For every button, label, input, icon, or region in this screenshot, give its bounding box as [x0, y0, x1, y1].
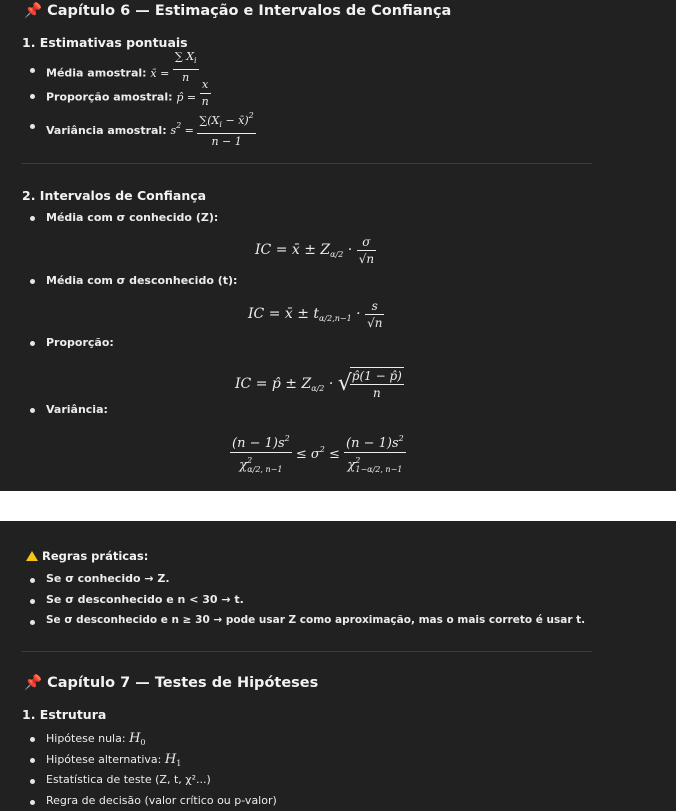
list-item-null-hypothesis	[46, 731, 146, 747]
bullet	[30, 124, 35, 129]
section-heading-structure: 1. Estrutura	[22, 707, 107, 722]
list-item-test-statistic: Estatística de teste (Z, t, χ²...)	[46, 773, 211, 786]
formula-numerator: $(n - 1)s^2$	[230, 431, 292, 453]
sample-variance-formula: $s^2$ = $\frac{\sum(X_i - x̄)^2}{n - 1}$	[170, 124, 255, 137]
sample-mean-formula: x̄ = $\frac{\sum X_i}{n}$	[150, 50, 197, 84]
formula-denominator: $\chi^2_{1-\alpha/2, n-1}$	[347, 456, 403, 474]
bullet	[30, 341, 35, 346]
bullet	[30, 279, 35, 284]
formula-ci-proportion: IC = p̂ ± $Z_{\alpha/2}$ · √ $\frac{p̂(1 - p̂)}{n}$	[235, 369, 402, 400]
alternative-hypothesis-label: Hipótese alternativa:	[46, 753, 162, 766]
alternative-hypothesis-symbol: $H_1$	[164, 752, 182, 768]
null-hypothesis-symbol: $H_0$	[129, 731, 146, 747]
bullet	[30, 800, 35, 805]
rules-heading-text: Regras práticas:	[42, 549, 149, 563]
rules-and-chapter-7-panel	[0, 521, 676, 811]
bullet	[30, 94, 35, 99]
divider	[22, 651, 592, 652]
pushpin-icon: 📌	[24, 675, 43, 691]
section-heading-point-estimates: 1. Estimativas pontuais	[22, 35, 188, 50]
rule-item: Se σ desconhecido e n ≥ 30 → pode usar Z como aproximação, mas o mais correto é usar t.	[46, 614, 586, 626]
formula-ci-mean-t: IC = x̄ ± $t_{\alpha/2,n-1}$ · $\frac{s}{√n}$	[248, 298, 383, 330]
formula-numerator: p̂(1 − p̂)	[351, 369, 402, 383]
formula-denominator: $\chi^2_{\alpha/2, n-1}$	[239, 456, 283, 474]
list-item-decision-rule: Regra de decisão (valor crítico ou p-valor)	[46, 794, 277, 807]
bullet	[30, 737, 35, 742]
bullet	[30, 620, 35, 625]
formula-numerator: x	[200, 77, 211, 94]
sample-variance-label: Variância amostral:	[46, 124, 167, 137]
bullet	[30, 758, 35, 763]
sample-proportion-formula: p̂ = $\frac{x}{n}$	[176, 78, 209, 108]
bullet	[30, 408, 35, 413]
list-item-ci-mean-t: Média com σ desconhecido (t):	[46, 274, 238, 287]
formula-numerator: ∑ $X_i$	[173, 49, 199, 70]
formula-numerator: $\sum(X_i$ − x̄)$^2$	[197, 108, 255, 134]
formula-denominator: n	[182, 71, 190, 84]
formula-denominator: √n	[358, 251, 375, 266]
chapter-6-title	[24, 2, 451, 19]
bullet	[30, 779, 35, 784]
formula-denominator: n − 1	[211, 135, 242, 148]
formula-ci-mean-z: IC = x̄ ± $Z_{\alpha/2}$ · $\frac{\sigma}{√n}$	[255, 234, 375, 266]
bullet	[30, 216, 35, 221]
formula-ci-variance: $\frac{(n - 1)s^2}{\chi^2_{\alpha/2, n-1}}$ ≤ $\sigma^2$ ≤ $\frac{(n - 1)s^2}{\chi^2_{1-\alpha/2, n-1}}$	[230, 430, 406, 478]
formula-numerator: σ	[357, 234, 376, 251]
warning-icon	[26, 551, 38, 561]
formula-denominator: n	[201, 95, 209, 108]
null-hypothesis-label: Hipótese nula:	[46, 732, 126, 745]
list-item-sample-variance	[46, 110, 256, 152]
formula-numerator: s	[365, 298, 384, 315]
bullet	[30, 68, 35, 73]
list-item-alternative-hypothesis	[46, 752, 181, 768]
list-item-ci-mean-z: Média com σ conhecido (Z):	[46, 211, 219, 224]
bullet	[30, 578, 35, 583]
chapter-7-title-text: Capítulo 7 — Testes de Hipóteses	[47, 675, 319, 691]
divider	[22, 163, 592, 164]
sample-proportion-label: Proporção amostral:	[46, 90, 173, 104]
list-item-ci-variance: Variância:	[46, 403, 108, 416]
list-item-ci-proportion: Proporção:	[46, 336, 114, 349]
chapter-7-title	[24, 674, 318, 691]
bullet	[30, 599, 35, 604]
section-heading-confidence-intervals: 2. Intervalos de Confiança	[22, 188, 207, 203]
formula-denominator: √n	[367, 315, 383, 330]
rule-item: Se σ desconhecido e n < 30 → t.	[46, 593, 244, 606]
rule-item: Se σ conhecido → Z.	[46, 572, 170, 585]
pushpin-icon: 📌	[24, 3, 43, 19]
rules-heading	[26, 549, 148, 563]
sample-mean-label: Média amostral:	[46, 66, 147, 80]
formula-denominator: n	[372, 386, 381, 400]
formula-numerator: $(n - 1)s^2$	[344, 431, 406, 453]
chapter-6-title-text: Capítulo 6 — Estimação e Intervalos de Confiança	[47, 3, 452, 19]
